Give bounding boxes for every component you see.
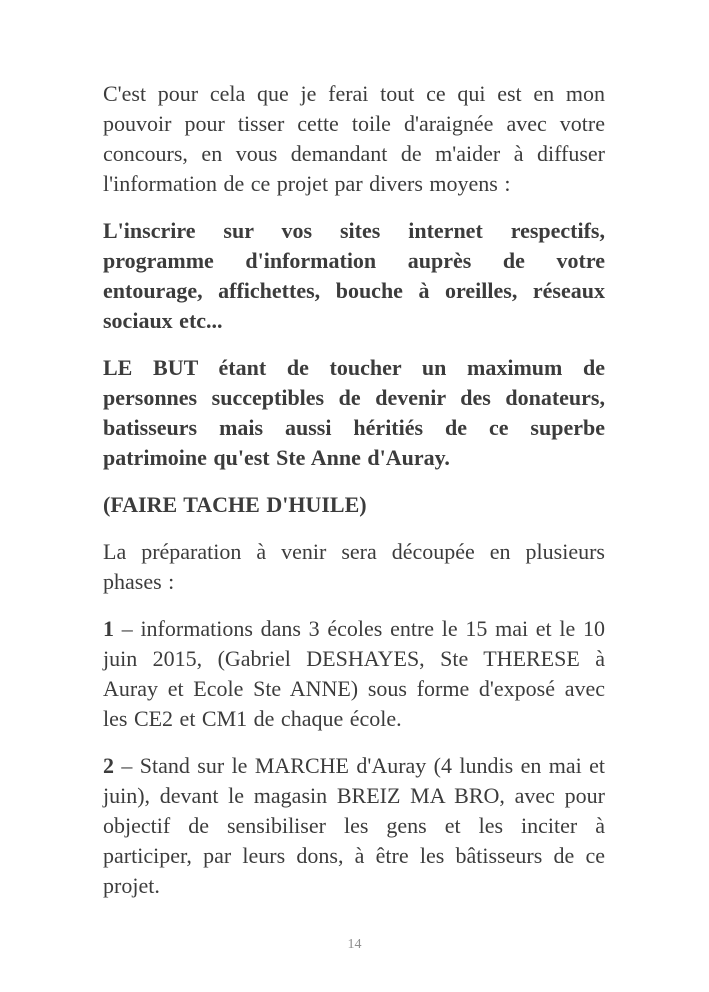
paragraph-number: 1 [103,616,114,641]
paragraph: 2 – Stand sur le MARCHE d'Auray (4 lundis en mai et juin), devant le magasin BREIZ MA BRO, avec pour objectif de sensibiliser les gens et les inciter à participer, par leurs dons, à être les bâtisseurs de ce projet. [103,753,605,898]
paragraph-number: 2 [103,753,114,778]
paragraph: 1 – informations dans 3 écoles entre le 15 mai et le 10 juin 2015, (Gabriel DESHAYES, Ste THERESE à Auray et Ecole Ste ANNE) sous forme d'exposé avec les CE2 et CM1 de chaque école. [103,616,605,731]
document-body [103,79,605,918]
paragraph: L'inscrire sur vos sites internet respectifs, programme d'information auprès de votre entourage, affichettes, bouche à oreilles, réseaux sociaux etc... [103,218,605,333]
paragraph: C'est pour cela que je ferai tout ce qui est en mon pouvoir pour tisser cette toile d'araignée avec votre concours, en vous demandant de m'aider à diffuser l'information de ce projet par divers moyens : [103,81,605,196]
paragraph: La préparation à venir sera découpée en plusieurs phases : [103,539,605,594]
paragraph: (FAIRE TACHE D'HUILE) [103,492,367,517]
page-number: 14 [347,937,362,952]
paragraph: LE BUT étant de toucher un maximum de personnes succeptibles de devenir des donateurs, batisseurs mais aussi héritiés de ce superbe patrimoine qu'est Ste Anne d'Auray. [103,355,605,470]
